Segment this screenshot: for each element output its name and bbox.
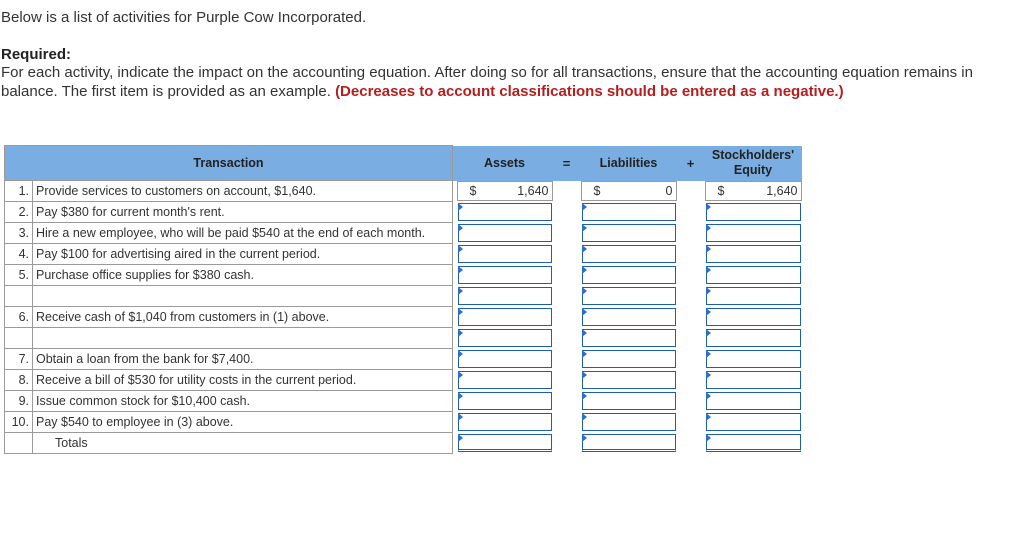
liabilities-input[interactable] [582,371,676,389]
equity-input[interactable] [706,371,801,389]
table-row [5,412,802,433]
row-description: Pay $100 for advertising aired in the current period. [33,244,453,265]
assets-input[interactable] [458,350,552,368]
equity-total-input[interactable] [706,434,801,452]
table-row [5,328,802,349]
intro-text: Below is a list of activities for Purple Cow Incorporated. [1,9,367,26]
liabilities-example-value: $ 0 [581,181,677,201]
row-number: 9. [5,391,33,412]
totals-number-cell [5,433,33,454]
row-number: 5. [5,265,33,286]
header-equity-line2: Equity [733,163,773,177]
row-number: 7. [5,349,33,370]
table-row [5,370,802,391]
accounting-equation-table [4,145,802,454]
table-row [5,391,802,412]
header-equals: = [553,146,581,181]
equity-input[interactable] [706,350,801,368]
assets-input[interactable] [458,287,552,305]
equity-input[interactable] [706,287,801,305]
liabilities-input[interactable] [582,350,676,368]
row-description: Hire a new employee, who will be paid $540 at the end of each month. [33,223,453,244]
row-number: 10. [5,412,33,433]
row-number [5,328,33,349]
required-emphasis: (Decreases to account classifications should be entered as a negative.) [335,82,844,100]
required-text: For each activity, indicate the impact on the accounting equation. After doing so for all transactions, ensure that the accounting equation remains in balance. The first item is provided as an example. [1,64,973,100]
table-row [5,265,802,286]
equity-input[interactable] [706,413,801,431]
assets-input[interactable] [458,413,552,431]
equity-input[interactable] [706,266,801,284]
header-equity-line1: Stockholders' [711,148,795,162]
liabilities-total-input[interactable] [582,434,676,452]
row-description: Issue common stock for $10,400 cash. [33,391,453,412]
equity-input[interactable] [706,203,801,221]
row-description: Obtain a loan from the bank for $7,400. [33,349,453,370]
assets-input[interactable] [458,245,552,263]
row-description [33,286,453,307]
table-row [5,349,802,370]
liabilities-input[interactable] [582,245,676,263]
row-number [5,286,33,307]
equity-example-value: $ 1,640 [705,181,802,201]
assets-input[interactable] [458,329,552,347]
table-row [5,223,802,244]
assets-input[interactable] [458,392,552,410]
liabilities-input[interactable] [582,413,676,431]
equity-input[interactable] [706,224,801,242]
assets-input[interactable] [458,203,552,221]
required-heading: Required: [1,46,72,63]
row-description [33,328,453,349]
row-description: Pay $380 for current month's rent. [33,202,453,223]
liabilities-input[interactable] [582,392,676,410]
header-assets: Assets [457,146,553,181]
assets-input[interactable] [458,224,552,242]
totals-row [5,433,802,454]
table-row [5,202,802,223]
header-transaction: Transaction [5,146,453,181]
row-number: 8. [5,370,33,391]
row-number: 6. [5,307,33,328]
liabilities-input[interactable] [582,224,676,242]
table-row [5,244,802,265]
assets-input[interactable] [458,371,552,389]
row-number: 1. [5,181,33,202]
row-description: Receive cash of $1,040 from customers in (1) above. [33,307,453,328]
assets-total-input[interactable] [458,434,552,452]
row-description: Pay $540 to employee in (3) above. [33,412,453,433]
liabilities-input[interactable] [582,308,676,326]
row-description: Provide services to customers on account, $1,640. [33,181,453,202]
assets-input[interactable] [458,308,552,326]
equity-input[interactable] [706,245,801,263]
row-number: 3. [5,223,33,244]
liabilities-input[interactable] [582,266,676,284]
row-description: Receive a bill of $530 for utility costs in the current period. [33,370,453,391]
table-row [5,307,802,328]
table-header-row [5,146,802,181]
header-liabilities: Liabilities [581,146,677,181]
table-row-example [5,181,802,202]
equity-input[interactable] [706,392,801,410]
liabilities-input[interactable] [582,329,676,347]
row-description: Purchase office supplies for $380 cash. [33,265,453,286]
liabilities-input[interactable] [582,287,676,305]
header-stockholders-equity [705,146,802,181]
equity-input[interactable] [706,329,801,347]
row-number: 4. [5,244,33,265]
assets-example-value: $ 1,640 [457,181,553,201]
equity-input[interactable] [706,308,801,326]
assets-input[interactable] [458,266,552,284]
row-number: 2. [5,202,33,223]
table-row [5,286,802,307]
header-plus: + [677,146,705,181]
totals-label: Totals [33,433,453,454]
required-instructions [1,64,981,101]
liabilities-input[interactable] [582,203,676,221]
